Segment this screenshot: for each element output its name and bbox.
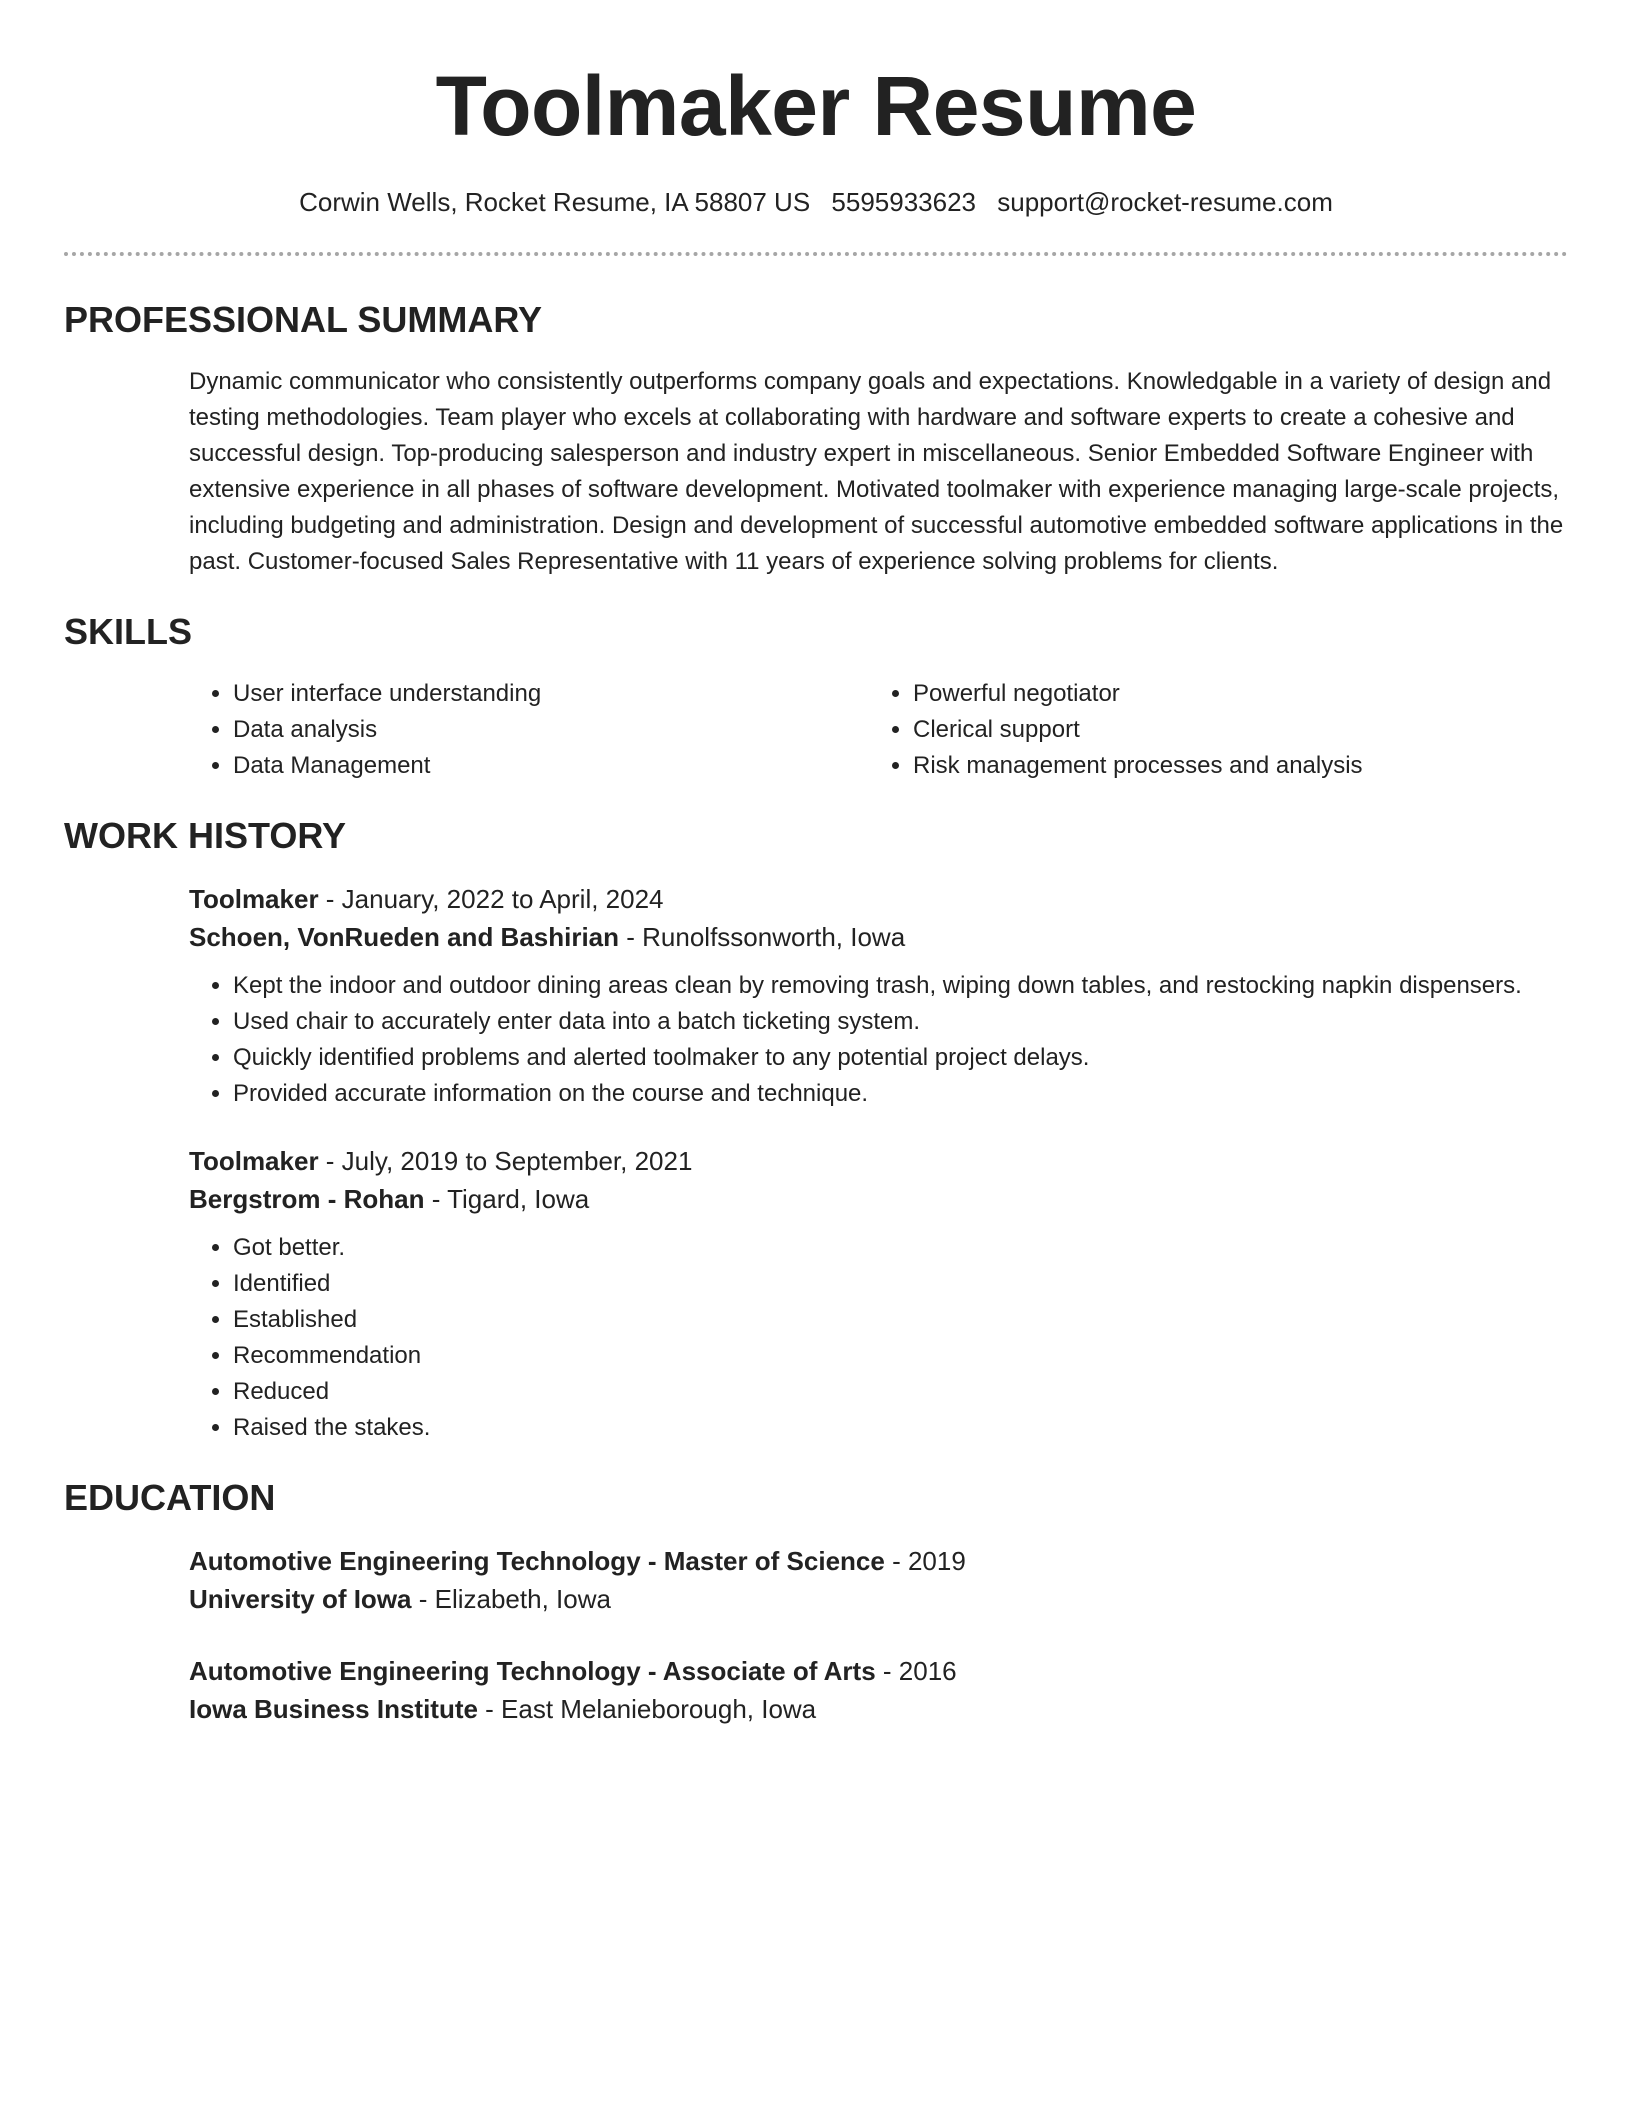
job-bullet: • Recommendation xyxy=(233,1338,1568,1374)
skill-item: • Data analysis xyxy=(233,712,869,748)
job-bullets xyxy=(189,1230,1568,1446)
job-location: - Tigard, Iowa xyxy=(424,1184,590,1214)
contact-phone: 5595933623 xyxy=(831,187,977,217)
job-title-line xyxy=(189,1142,1568,1180)
job-company-line xyxy=(189,918,1568,956)
job-entry xyxy=(189,880,1568,1112)
skills-heading: SKILLS xyxy=(64,611,193,652)
contact-address: Corwin Wells, Rocket Resume, IA 58807 US xyxy=(299,187,811,217)
job-bullet: • Kept the indoor and outdoor dining areas clean by removing trash, wiping down tables, and restocking napkin dispensers. xyxy=(233,968,1568,1004)
summary-heading: PROFESSIONAL SUMMARY xyxy=(64,299,543,340)
school-line xyxy=(189,1690,1568,1728)
school-location: - Elizabeth, Iowa xyxy=(411,1584,611,1614)
job-location: - Runolfssonworth, Iowa xyxy=(619,922,906,952)
job-bullet: • Got better. xyxy=(233,1230,1568,1266)
school-line xyxy=(189,1580,1568,1618)
degree-line xyxy=(189,1542,1568,1580)
degree: Automotive Engineering Technology - Associate of Arts xyxy=(189,1656,876,1686)
education-section xyxy=(189,1542,1568,1728)
education-entry xyxy=(189,1652,1568,1728)
degree: Automotive Engineering Technology - Master of Science xyxy=(189,1546,885,1576)
skills-grid xyxy=(189,676,1568,784)
job-company: Schoen, VonRueden and Bashirian xyxy=(189,922,620,952)
skill-item: • Powerful negotiator xyxy=(913,676,1363,712)
job-title: Toolmaker xyxy=(189,884,319,914)
job-company: Bergstrom - Rohan xyxy=(189,1184,425,1214)
degree-year: - 2019 xyxy=(884,1546,966,1576)
education-entry xyxy=(189,1542,1568,1618)
education-heading: EDUCATION xyxy=(64,1477,276,1518)
degree-year: - 2016 xyxy=(875,1656,957,1686)
job-title-line xyxy=(189,880,1568,918)
skill-item: • Risk management processes and analysis xyxy=(913,748,1363,784)
skill-item: • User interface understanding xyxy=(233,676,869,712)
summary-text: Dynamic communicator who consistently outperforms company goals and expectations. Knowledgable in a variety of design and testing methodologies. Team player who excels at collaborating with hardware and software experts to create a cohesive and successful design. Top-producing salesperson and industry expert in miscellaneous. Senior Embedded Software Engineer with extensive experience in all phases of software development. Motivated toolmaker with experience managing large-scale projects, including budgeting and administration. Design and development of successful automotive embedded software applications in the past. Customer-focused Sales Representative with 11 years of experience solving problems for clients. xyxy=(189,368,1564,575)
job-entry xyxy=(189,1142,1568,1446)
job-bullet: • Identified xyxy=(233,1266,1568,1302)
skills-section xyxy=(189,676,1568,784)
school: Iowa Business Institute xyxy=(189,1694,478,1724)
contact-line xyxy=(64,186,1568,218)
job-bullet: • Quickly identified problems and alerted toolmaker to any potential project delays. xyxy=(233,1040,1568,1076)
skill-item: • Clerical support xyxy=(913,712,1363,748)
skill-item: • Data Management xyxy=(233,748,869,784)
job-dates: - January, 2022 to April, 2024 xyxy=(318,884,664,914)
job-bullet: • Established xyxy=(233,1302,1568,1338)
job-title: Toolmaker xyxy=(189,1146,319,1176)
job-bullet: • Reduced xyxy=(233,1374,1568,1410)
header-divider xyxy=(64,252,1568,256)
contact-email: support@rocket-resume.com xyxy=(997,187,1333,217)
job-bullet: • Used chair to accurately enter data into a batch ticketing system. xyxy=(233,1004,1568,1040)
job-dates: - July, 2019 to September, 2021 xyxy=(318,1146,693,1176)
job-bullet: • Provided accurate information on the course and technique. xyxy=(233,1076,1568,1112)
job-bullets xyxy=(189,968,1568,1112)
work-history-section xyxy=(189,880,1568,1446)
skills-list-left xyxy=(189,676,869,784)
degree-line xyxy=(189,1652,1568,1690)
school: University of Iowa xyxy=(189,1584,412,1614)
job-bullet: • Raised the stakes. xyxy=(233,1410,1568,1446)
skills-list-right xyxy=(869,676,1363,784)
page-title: Toolmaker Resume xyxy=(435,59,1197,153)
job-company-line xyxy=(189,1180,1568,1218)
school-location: - East Melanieborough, Iowa xyxy=(477,1694,817,1724)
work-history-heading: WORK HISTORY xyxy=(64,815,347,856)
summary-section xyxy=(189,364,1568,580)
